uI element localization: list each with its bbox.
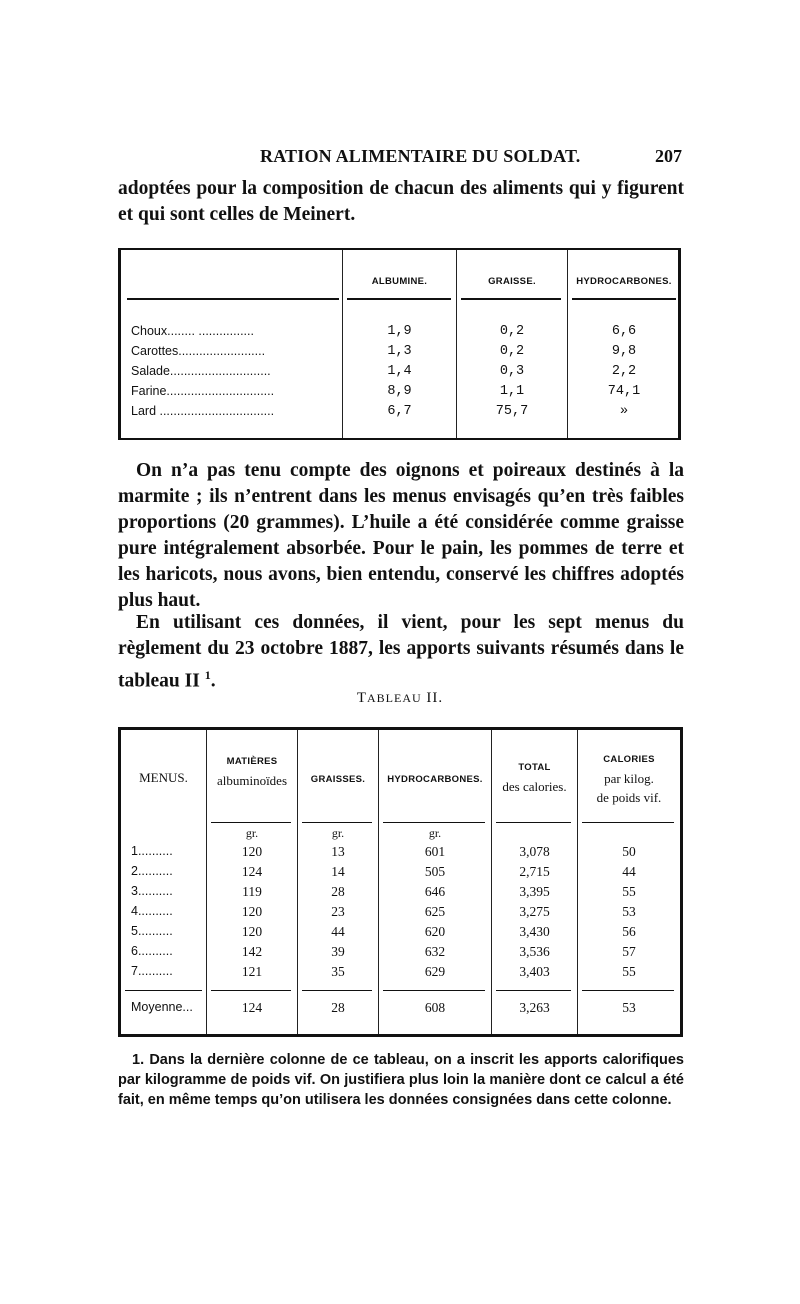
row-menu: 5..........: [131, 924, 173, 938]
cell-graisses: 13: [331, 844, 345, 859]
cell-albumine: 1,4: [387, 364, 412, 379]
row-menu: Moyenne...: [131, 1000, 193, 1014]
header-hydrocarbones: HYDROCARBONES.: [576, 276, 672, 287]
cell-matieres: 142: [241, 944, 263, 959]
cell-hydro: »: [619, 404, 629, 419]
table-row: [121, 864, 680, 884]
cell-graisses: 44: [331, 924, 345, 939]
cell-hydro: 505: [424, 864, 446, 879]
cell-calories: 50: [622, 844, 636, 859]
header-total: [492, 758, 577, 796]
page-number: 207: [655, 146, 682, 166]
cell-graisse: 1,1: [499, 384, 525, 399]
average-rule: [496, 990, 571, 991]
cell-graisse: 0,2: [499, 324, 525, 339]
cell-graisses: 28: [331, 1000, 345, 1015]
cell-graisses: 39: [331, 944, 345, 959]
header-rule: [302, 822, 372, 823]
cell-total: 3,263: [519, 1000, 550, 1015]
cell-calories: 53: [622, 904, 636, 919]
table-row: [121, 384, 678, 404]
row-menu: 6..........: [131, 944, 173, 958]
cell-hydro: 9,8: [611, 344, 637, 359]
cell-albumine: 1,3: [387, 344, 412, 359]
cell-hydro: 629: [424, 964, 446, 979]
unit-hydro: gr.: [428, 826, 442, 840]
menus-table: [118, 727, 683, 1037]
header-rule: [211, 822, 291, 823]
header-rule: [461, 298, 561, 300]
header-calories: [578, 750, 680, 807]
cell-matieres: 124: [241, 864, 263, 879]
header-hydrocarbones: HYDROCARBONES.: [387, 774, 483, 785]
header-rule: [572, 298, 676, 300]
table-row: [121, 964, 680, 984]
cell-graisse: 0,3: [499, 364, 525, 379]
header-calories-line1: CALORIES: [603, 754, 655, 765]
cell-hydro: 632: [424, 944, 446, 959]
table-row: [121, 324, 678, 344]
cell-graisses: 28: [331, 884, 345, 899]
average-rule: [582, 990, 674, 991]
average-rule: [302, 990, 372, 991]
row-label: Salade.............................: [131, 364, 271, 378]
table-row: [121, 344, 678, 364]
cell-hydro: 625: [424, 904, 446, 919]
cell-hydro: 608: [424, 1000, 446, 1015]
average-rule: [383, 990, 485, 991]
table-row: [121, 924, 680, 944]
cell-matieres: 119: [242, 884, 262, 899]
row-label: Farine...............................: [131, 384, 275, 398]
cell-albumine: 1,9: [387, 324, 412, 339]
cell-total: 3,395: [519, 884, 550, 899]
composition-table: [118, 248, 681, 440]
paragraph-menus-end: .: [210, 670, 216, 692]
row-menu: 3..........: [131, 884, 173, 898]
header-matieres-line2: albuminoïdes: [216, 773, 288, 788]
table-row: [121, 944, 680, 964]
cell-albumine: 8,9: [387, 384, 412, 399]
row-menu: 1..........: [131, 844, 173, 858]
cell-matieres: 120: [241, 904, 263, 919]
header-rule: [347, 298, 451, 300]
header-graisse: GRAISSE.: [488, 276, 536, 287]
paragraph-menus-text: En utilisant ces données, il vient, pour les sept menus du règlement du 23 octobre 1887, les apports suivants résumés dans le tableau II: [118, 612, 684, 692]
average-rule: [211, 990, 291, 991]
header-calories-line3: de poids vif.: [596, 790, 662, 805]
header-total-line2: des calories.: [502, 779, 567, 794]
running-title: RATION ALIMENTAIRE DU SOLDAT.: [260, 146, 581, 166]
cell-graisses: 23: [331, 904, 345, 919]
row-label: Choux........ ................: [131, 324, 254, 338]
cell-total: 3,403: [519, 964, 550, 979]
paragraph-oignons: On n’a pas tenu compte des oignons et poireaux destinés à la marmite ; ils n’entrent dans les menus envisagés qu’en très faibles proportions (20 grammes). L’huile a été considérée comme graisse pure intégralement absorbée. Pour le pain, les pommes de terre et les haricots, nous avons, bien entendu, conservé les chiffres adoptés plus haut.: [118, 460, 684, 611]
footnote-ref[interactable]: 1: [204, 668, 211, 682]
cell-calories: 53: [622, 1000, 636, 1015]
cell-total: 2,715: [519, 864, 550, 879]
row-menu: 4..........: [131, 904, 173, 918]
unit-matieres: gr.: [245, 826, 259, 840]
row-menu: 2..........: [131, 864, 173, 878]
cell-hydro: 74,1: [607, 384, 641, 399]
table2-title-initial: T: [356, 690, 367, 706]
cell-hydro: 2,2: [611, 364, 637, 379]
header-total-line1: TOTAL: [518, 762, 551, 773]
row-menu: 7..........: [131, 964, 173, 978]
cell-albumine: 6,7: [387, 404, 412, 419]
table-row: [121, 904, 680, 924]
running-header: [118, 146, 684, 170]
table2-title-num: II.: [426, 690, 444, 706]
table-row: [121, 884, 680, 904]
row-label: Lard .................................: [131, 404, 275, 418]
cell-hydro: 620: [424, 924, 446, 939]
cell-total: 3,275: [519, 904, 550, 919]
header-matieres: [207, 752, 297, 790]
table-row: [121, 844, 680, 864]
cell-total: 3,430: [519, 924, 550, 939]
header-matieres-line1: MATIÈRES: [226, 756, 278, 767]
table-row: [121, 404, 678, 424]
row-label: Carottes.........................: [131, 344, 266, 358]
footnote: [118, 1050, 684, 1110]
cell-matieres: 120: [241, 844, 263, 859]
cell-graisses: 35: [331, 964, 345, 979]
header-rule: [582, 822, 674, 823]
cell-hydro: 646: [424, 884, 446, 899]
average-row: [121, 1000, 680, 1020]
cell-matieres: 121: [241, 964, 263, 979]
header-menus: MENUS.: [139, 770, 188, 785]
unit-graisses: gr.: [331, 826, 345, 840]
header-albumine: ALBUMINE.: [371, 276, 428, 287]
table2-title: [0, 690, 800, 707]
paragraph-menus: [118, 610, 684, 695]
cell-calories: 55: [622, 884, 636, 899]
cell-calories: 55: [622, 964, 636, 979]
cell-hydro: 601: [424, 844, 446, 859]
header-calories-line2: par kilog.: [604, 771, 654, 786]
cell-total: 3,078: [519, 844, 550, 859]
header-graisses: GRAISSES.: [310, 774, 366, 785]
cell-calories: 44: [622, 864, 636, 879]
average-rule: [125, 990, 202, 991]
cell-graisse: 75,7: [495, 404, 529, 419]
cell-calories: 56: [622, 924, 636, 939]
footnote-text: Dans la dernière colonne de ce tableau, on a inscrit les apports calorifiques par kilogramme de poids vif. On justifiera plus loin la manière dont ce calcul a été fait, en même temps qu’on utilisera les données consignées dans cette colonne.: [118, 1052, 684, 1108]
cell-graisse: 0,2: [499, 344, 525, 359]
cell-hydro: 6,6: [611, 324, 637, 339]
table2-title-rest: ABLEAU: [367, 691, 422, 705]
cell-graisses: 14: [331, 864, 345, 879]
cell-total: 3,536: [519, 944, 550, 959]
cell-matieres: 124: [241, 1000, 263, 1015]
header-rule: [496, 822, 571, 823]
cell-calories: 57: [622, 944, 636, 959]
footnote-number: 1.: [132, 1052, 145, 1068]
cell-matieres: 120: [241, 924, 263, 939]
table-row: [121, 364, 678, 384]
header-rule: [127, 298, 339, 300]
header-rule: [383, 822, 485, 823]
paragraph-intro: adoptées pour la composition de chacun des aliments qui y figurent et qui sont celles de Meinert.: [118, 178, 684, 225]
